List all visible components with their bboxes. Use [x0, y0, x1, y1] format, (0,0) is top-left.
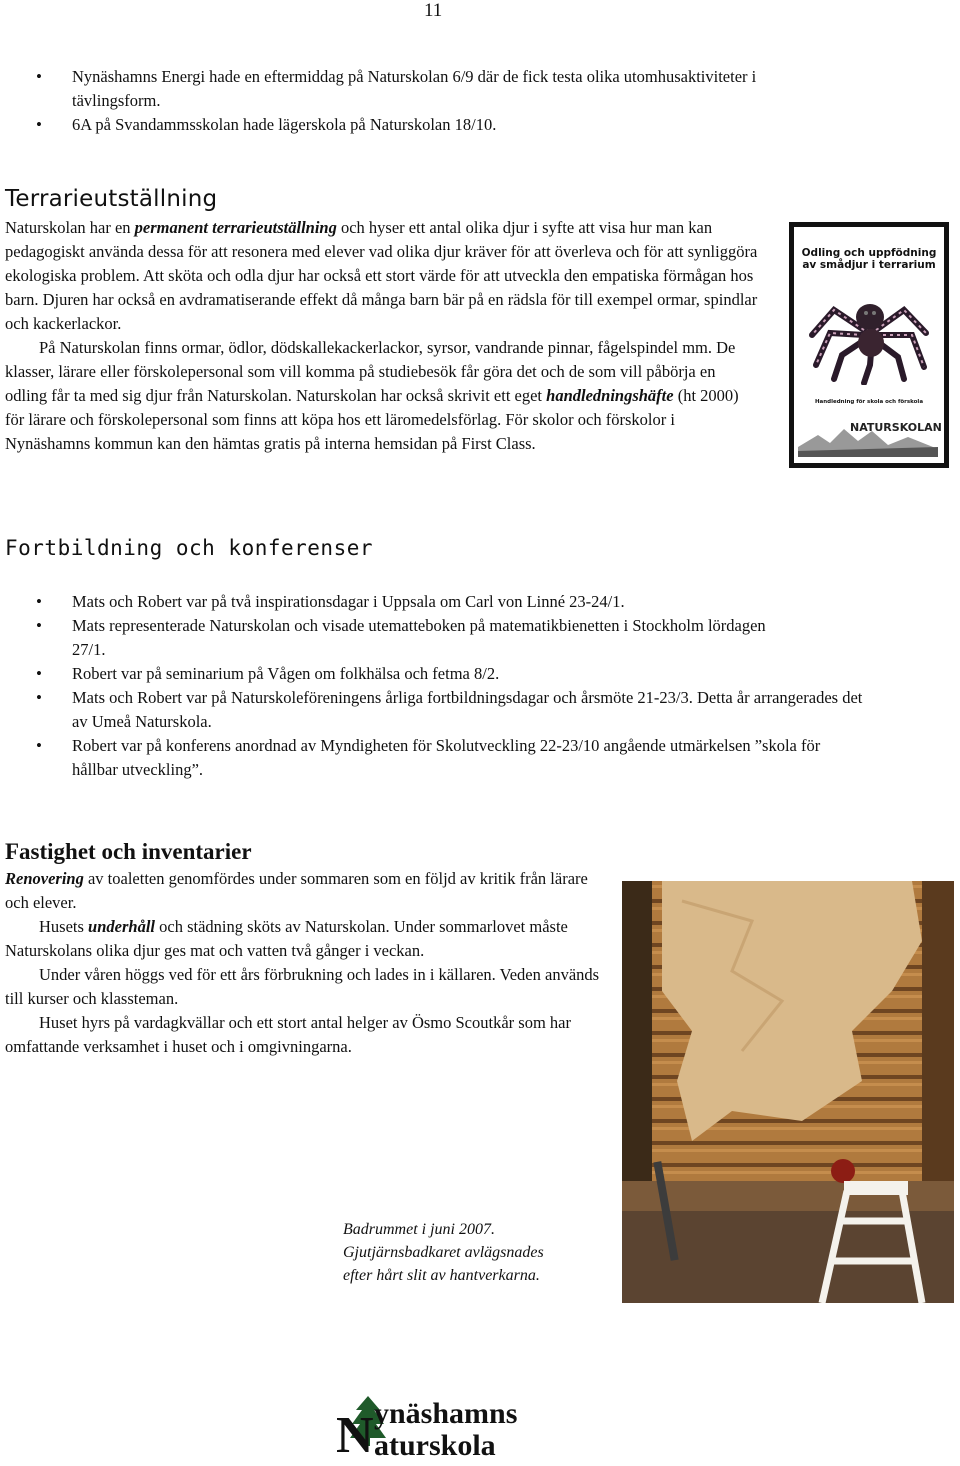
naturskola-logo [334, 1396, 634, 1464]
terrarium-paragraph-2: På Naturskolan finns ormar, ödlor, dödskallekackerlackor, syrsor, vandrande pinnar, fågelspindel mm. De klasser, lärare eller förskolepersonal som vill komma på studiebesök får göra det och de som vill påbörja en odling får ta med sig djur från Naturskolan. Naturskolan har också skrivit ett eget handledningshäfte (ht 2000) för lärare och förskolepersonal som finns att köpa hos ett läromedelsförlag. För skolor och förskolor i Nynäshamns kommun kan den hämtas gratis på interna hemsidan på First Class. [5, 338, 739, 453]
booklet-logo [798, 417, 940, 457]
caption-line: efter hårt slit av hantverkarna. [343, 1267, 540, 1284]
logo-line-2: aturskola [374, 1429, 496, 1462]
list-item: • 6A på Svandammsskolan hade lägerskola på Naturskolan 18/10. [0, 113, 820, 137]
property-text [5, 867, 605, 1059]
booklet-brand: NATURSKOLAN [850, 421, 942, 434]
booklet-subtitle: Handledning för skola och förskola [814, 399, 924, 405]
page-number: 11 [424, 0, 443, 21]
intro-bullet-list [0, 65, 820, 137]
section-heading-training: Fortbildning och konferenser [5, 536, 374, 560]
caption-line: Badrummet i juni 2007. [343, 1221, 495, 1238]
caption-line: Gjutjärnsbadkaret avlägsnades [343, 1244, 544, 1261]
logo-line-1: ynäshamns [374, 1397, 518, 1430]
spider-icon [794, 275, 944, 385]
terrarium-text [5, 216, 761, 456]
property-paragraph-3: Under våren höggs ved för ett års förbrukning och lades in i källaren. Veden används till kurser och klassteman. [5, 965, 600, 1008]
list-item: • Mats och Robert var på Naturskoleföreningens årliga fortbildningsdagar och årsmöte 21-23/3. Detta år arrangerades det av Umeå Naturskola. [0, 686, 870, 734]
training-list [0, 590, 870, 782]
list-item: • Nynäshamns Energi hade en eftermiddag på Naturskolan 6/9 där de fick testa olika utomhusaktiviteter i tävlingsform. [0, 65, 820, 113]
section-heading-terrarium: Terrarieutställning [5, 186, 218, 212]
property-paragraph-1: Renovering av toaletten genomfördes under sommaren som en följd av kritik från lärare och elever. [5, 869, 588, 912]
list-item: • Robert var på seminarium på Vågen om folkhälsa och fetma 8/2. [0, 662, 870, 686]
terrarium-paragraph-1: Naturskolan har en permanent terrarieutställning och hyser ett antal olika djur i syfte att visa hur man kan pedagogiskt använda dessa för att resonera med elever vad olika djur kräver för att överleva och för att synliggöra ekologiska problem. Att sköta och odla djur har också ett stort värde för att utveckla den empatiska förmågan hos barn. Djuren har också en avdramatiserande effekt då många barn bär på en rädsla för till exempel ormar, spindlar och kackerlackor. [5, 218, 758, 333]
logo-initial: N [336, 1407, 374, 1464]
property-paragraph-4: Huset hyrs på vardagkvällar och ett stort antal helger av Ösmo Scoutkår som har omfattande verksamhet i huset och i omgivningarna. [5, 1013, 571, 1056]
bathroom-photo-image [622, 881, 954, 1303]
list-item: • Robert var på konferens anordnad av Myndigheten för Skolutveckling 22-23/10 angående utmärkelsen ”skola för hållbar utveckling”. [0, 734, 870, 782]
section-heading-property: Fastighet och inventarier [5, 839, 252, 864]
booklet-title: Odling och uppfödning av smådjur i terrarium [801, 247, 937, 271]
property-paragraph-2: Husets underhåll och städning sköts av Naturskolan. Under sommarlovet måste Naturskolans olika djur ges mat och vatten två gånger i veckan. [5, 917, 568, 960]
booklet-cover [789, 222, 949, 468]
list-item: • Mats representerade Naturskolan och visade utematteboken på matematikbienetten i Stockholm lördagen 27/1. [0, 614, 792, 662]
bathroom-photo [622, 881, 954, 1303]
list-item: • Mats och Robert var på två inspirationsdagar i Uppsala om Carl von Linné 23-24/1. [0, 590, 870, 614]
photo-caption [343, 1218, 613, 1287]
